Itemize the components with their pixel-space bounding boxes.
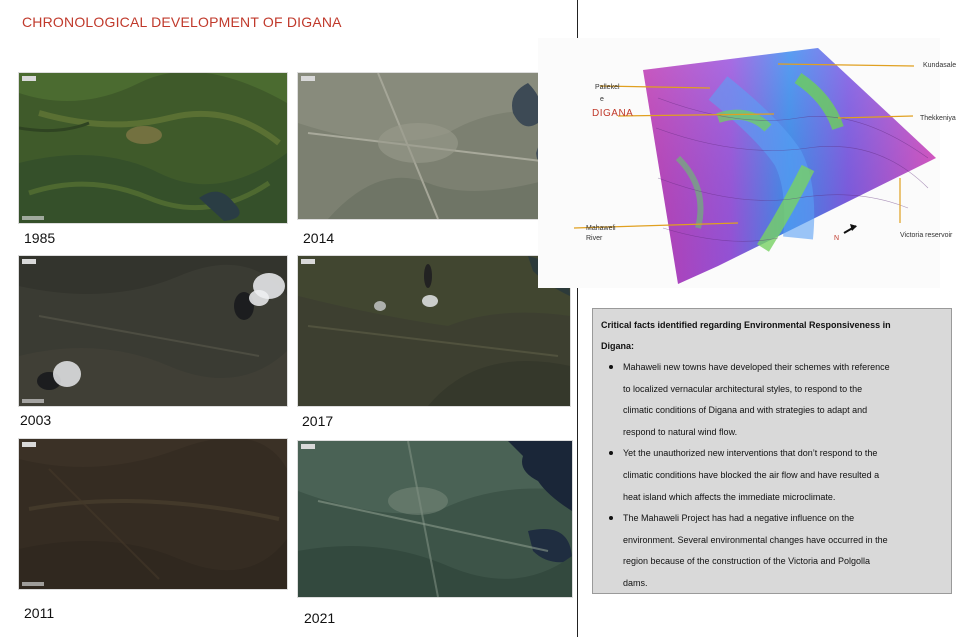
label-kundasale: Kundasale bbox=[923, 62, 957, 69]
bullet-icon bbox=[609, 516, 613, 520]
satellite-image-2021 bbox=[297, 440, 573, 598]
fact-1-line-1: Mahaweli new towns have developed their schemes with reference bbox=[623, 362, 890, 372]
critical-facts-panel bbox=[592, 308, 952, 594]
year-label-1985: 1985 bbox=[24, 230, 56, 246]
terrain-render bbox=[538, 38, 940, 288]
facts-list bbox=[601, 357, 943, 595]
satellite-image-2011 bbox=[18, 438, 288, 590]
year-label-2003: 2003 bbox=[20, 412, 52, 428]
fact-3-line-2: environment. Several environmental changes have occurred in the bbox=[623, 534, 888, 545]
fact-1-line-2: to localized vernacular architectural styles, to respond to the bbox=[623, 383, 863, 394]
facts-heading-line-1: Critical facts identified regarding Environmental Responsiveness in bbox=[601, 320, 891, 330]
fact-1-line-3: climatic conditions of Digana and with strategies to adapt and bbox=[623, 405, 868, 416]
bullet-icon bbox=[609, 365, 613, 369]
facts-heading-line-2: Digana: bbox=[601, 341, 635, 351]
label-thekkeniya: Thekkeniya bbox=[920, 115, 956, 122]
label-north: N bbox=[834, 235, 840, 242]
fact-item-3 bbox=[623, 508, 943, 594]
fact-2-line-1: Yet the unauthorized new interventions that don’t respond to the bbox=[623, 448, 878, 459]
satellite-image-2003 bbox=[18, 255, 288, 407]
year-label-2017: 2017 bbox=[302, 413, 334, 429]
bullet-icon bbox=[609, 451, 613, 455]
fact-2-line-2: climatic conditions have blocked the air flow and have resulted a bbox=[623, 469, 880, 480]
label-pallekele-1: Pallekel bbox=[595, 84, 620, 91]
satellite-image-2014 bbox=[297, 72, 571, 220]
label-mahaweli-2: River bbox=[586, 235, 603, 242]
year-label-2014: 2014 bbox=[303, 230, 335, 246]
fact-1-line-4: respond to natural wind flow. bbox=[623, 426, 738, 437]
label-mahaweli-1: Mahaweli bbox=[586, 225, 616, 232]
fact-2-line-3: heat island which affects the immediate microclimate. bbox=[623, 491, 836, 502]
satellite-image-1985 bbox=[18, 72, 288, 224]
page-title: CHRONOLOGICAL DEVELOPMENT OF DIGANA bbox=[22, 14, 342, 30]
fact-3-line-1: The Mahaweli Project has had a negative influence on the bbox=[623, 513, 855, 524]
fact-3-line-3: region because of the construction of the Victoria and Polgolla bbox=[623, 556, 870, 567]
label-pallekele-2: e bbox=[600, 96, 604, 103]
label-victoria-reservoir: Victoria reservoir bbox=[900, 232, 953, 239]
fact-item-1 bbox=[623, 357, 943, 443]
terrain-relief-map bbox=[538, 38, 957, 288]
year-label-2021: 2021 bbox=[304, 610, 336, 626]
label-digana: DIGANA bbox=[592, 108, 634, 119]
fact-item-2 bbox=[623, 443, 943, 508]
year-label-2011: 2011 bbox=[24, 605, 55, 621]
fact-3-line-4: dams. bbox=[623, 577, 648, 588]
satellite-image-2017 bbox=[297, 255, 571, 407]
